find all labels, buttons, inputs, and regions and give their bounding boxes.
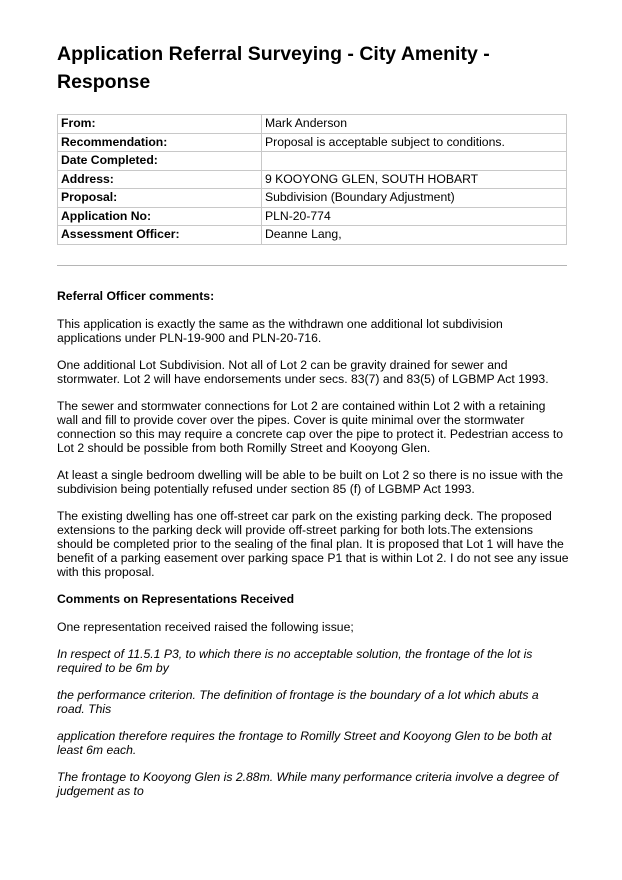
detail-value: 9 KOOYONG GLEN, SOUTH HOBART [262,170,567,189]
referral-paragraph: The existing dwelling has one off-street car park on the existing parking deck. The proposed extensions to the parking deck will provide off-street parking for both lots.The extensions should be completed prior to the sealing of the final plan. It is proposed that Lot 1 will have the benefit of a parking easement over parking space P1 that is within Lot 2. I do not see any issue with this proposal. [57,508,569,579]
detail-value: Mark Anderson [262,115,567,134]
representation-quote: the performance criterion. The definition of frontage is the boundary of a lot which abuts a road. This [57,687,539,716]
table-row [58,133,567,152]
detail-value: Deanne Lang, [262,226,567,245]
referral-heading: Referral Officer comments: [57,288,215,303]
table-row [58,189,567,208]
table-row [58,226,567,245]
detail-label: Proposal: [58,189,262,208]
detail-value: Subdivision (Boundary Adjustment) [262,189,567,208]
section-divider [57,265,567,266]
table-row [58,170,567,189]
detail-label: Date Completed: [58,152,262,171]
detail-value [262,152,567,171]
application-details-table [57,114,567,245]
comments-body [57,289,569,798]
detail-label: Recommendation: [58,133,262,152]
representation-quote: application therefore requires the frontage to Romilly Street and Kooyong Glen to be both at least 6m each. [57,728,552,757]
table-row [58,152,567,171]
detail-label: Address: [58,170,262,189]
representations-heading: Comments on Representations Received [57,591,295,606]
detail-label: From: [58,115,262,134]
detail-value: PLN-20-774 [262,207,567,226]
referral-paragraph: One additional Lot Subdivision. Not all of Lot 2 can be gravity drained for sewer and stormwater. Lot 2 will have endorsements under secs. 83(7) and 83(5) of LGBMP Act 1993. [57,357,549,386]
page-title: Application Referral Surveying - City Amenity - Response [57,43,490,93]
detail-label: Assessment Officer: [58,226,262,245]
referral-paragraph: At least a single bedroom dwelling will be able to be built on Lot 2 so there is no issue with the subdivision being potentially refused under section 85 (f) of LGBMP Act 1993. [57,467,564,496]
representation-quote: The frontage to Kooyong Glen is 2.88m. While many performance criteria involve a degree of judgement as to [57,769,559,798]
table-row [58,115,567,134]
representation-quote: In respect of 11.5.1 P3, to which there is no acceptable solution, the frontage of the lot is required to be 6m by [57,646,533,675]
referral-paragraph: This application is exactly the same as the withdrawn one additional lot subdivision applications under PLN-19-900 and PLN-20-716. [57,316,503,345]
representations-intro: One representation received raised the following issue; [57,619,354,634]
detail-label: Application No: [58,207,262,226]
detail-value: Proposal is acceptable subject to conditions. [262,133,567,152]
referral-paragraph: The sewer and stormwater connections for Lot 2 are contained within Lot 2 with a retaining wall and fill to provide cover over the pipes. Cover is quite minimal over the stormwater connection so this may require a concrete cap over the pipe to protect it. Pedestrian access to Lot 2 should be possible from both Romilly Street and Kooyong Glen. [57,398,564,455]
table-row [58,207,567,226]
